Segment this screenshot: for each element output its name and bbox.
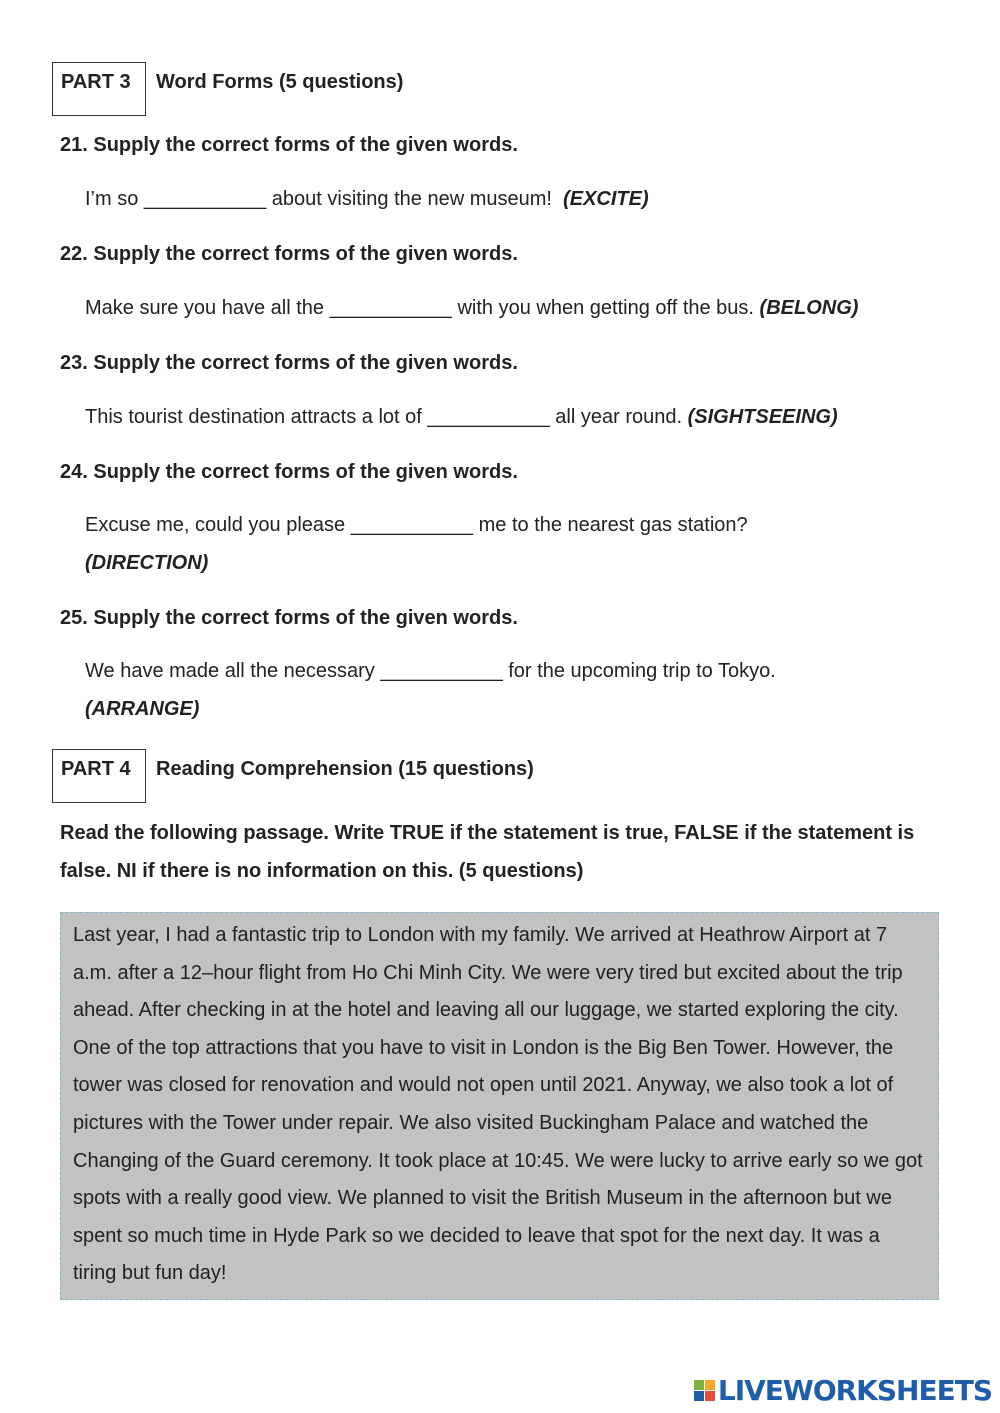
question-22-sentence xyxy=(85,297,858,320)
part3-title: Word Forms (5 questions) xyxy=(156,71,404,93)
keyword: (ARRANGE) xyxy=(85,698,200,720)
liveworksheets-logo-text: LIVEWORKSHEETS xyxy=(717,1374,992,1407)
liveworksheets-logo xyxy=(694,1374,992,1407)
part3-label-box xyxy=(52,62,146,116)
keyword: (SIGHTSEEING) xyxy=(687,406,838,428)
keyword: (EXCITE) xyxy=(563,188,649,210)
sentence-text: I’m so ___________ about visiting the new museum! xyxy=(85,188,552,210)
question-24-sentence xyxy=(85,506,955,582)
sentence-text: Excuse me, could you please ___________ me to the nearest gas station? xyxy=(85,514,748,536)
sentence-text: Make sure you have all the ___________ with you when getting off the bus. xyxy=(85,297,754,319)
question-25-sentence xyxy=(85,652,955,728)
question-23-sentence xyxy=(85,406,838,429)
sentence-text: We have made all the necessary ___________ for the upcoming trip to Tokyo. xyxy=(85,660,776,682)
question-21-heading: 21. Supply the correct forms of the given words. xyxy=(60,134,518,156)
part3-label: PART 3 xyxy=(61,71,131,93)
reading-passage: Last year, I had a fantastic trip to London with my family. We arrived at Heathrow Airport at 7 a.m. after a 12–hour flight from Ho Chi Minh City. We were very tired but excited about the trip ahead. After checking in at the hotel and leaving all our luggage, we started exploring the city. One of the top attractions that you have to visit in London is the Big Ben Tower. However, the tower was closed for renovation and would not open until 2021. Anyway, we also took a lot of pictures with the Tower under repair. We also visited Buckingham Palace and watched the Changing of the Guard ceremony. It took place at 10:45. We were lucky to arrive early so we got spots with a really good view. We planned to visit the British Museum in the afternoon but we spent so much time in Hyde Park so we decided to leave that spot for the next day. It was a tiring but fun day! xyxy=(60,912,939,1300)
question-21-sentence xyxy=(85,188,649,211)
sentence-text: This tourist destination attracts a lot of ___________ all year round. xyxy=(85,406,683,428)
part4-label: PART 4 xyxy=(61,758,131,780)
keyword: (DIRECTION) xyxy=(85,552,209,574)
keyword: (BELONG) xyxy=(759,297,859,319)
part4-title: Reading Comprehension (15 questions) xyxy=(156,758,534,780)
question-23-heading: 23. Supply the correct forms of the given words. xyxy=(60,352,518,374)
question-24-heading: 24. Supply the correct forms of the given words. xyxy=(60,461,518,483)
reading-instructions: Read the following passage. Write TRUE if the statement is true, FALSE if the statement is false. NI if there is no information on this. (5 questions) xyxy=(60,822,915,882)
question-22-heading: 22. Supply the correct forms of the given words. xyxy=(60,243,518,265)
question-25-heading: 25. Supply the correct forms of the given words. xyxy=(60,607,518,629)
liveworksheets-logo-icon xyxy=(694,1380,715,1401)
part4-label-box xyxy=(52,749,146,803)
